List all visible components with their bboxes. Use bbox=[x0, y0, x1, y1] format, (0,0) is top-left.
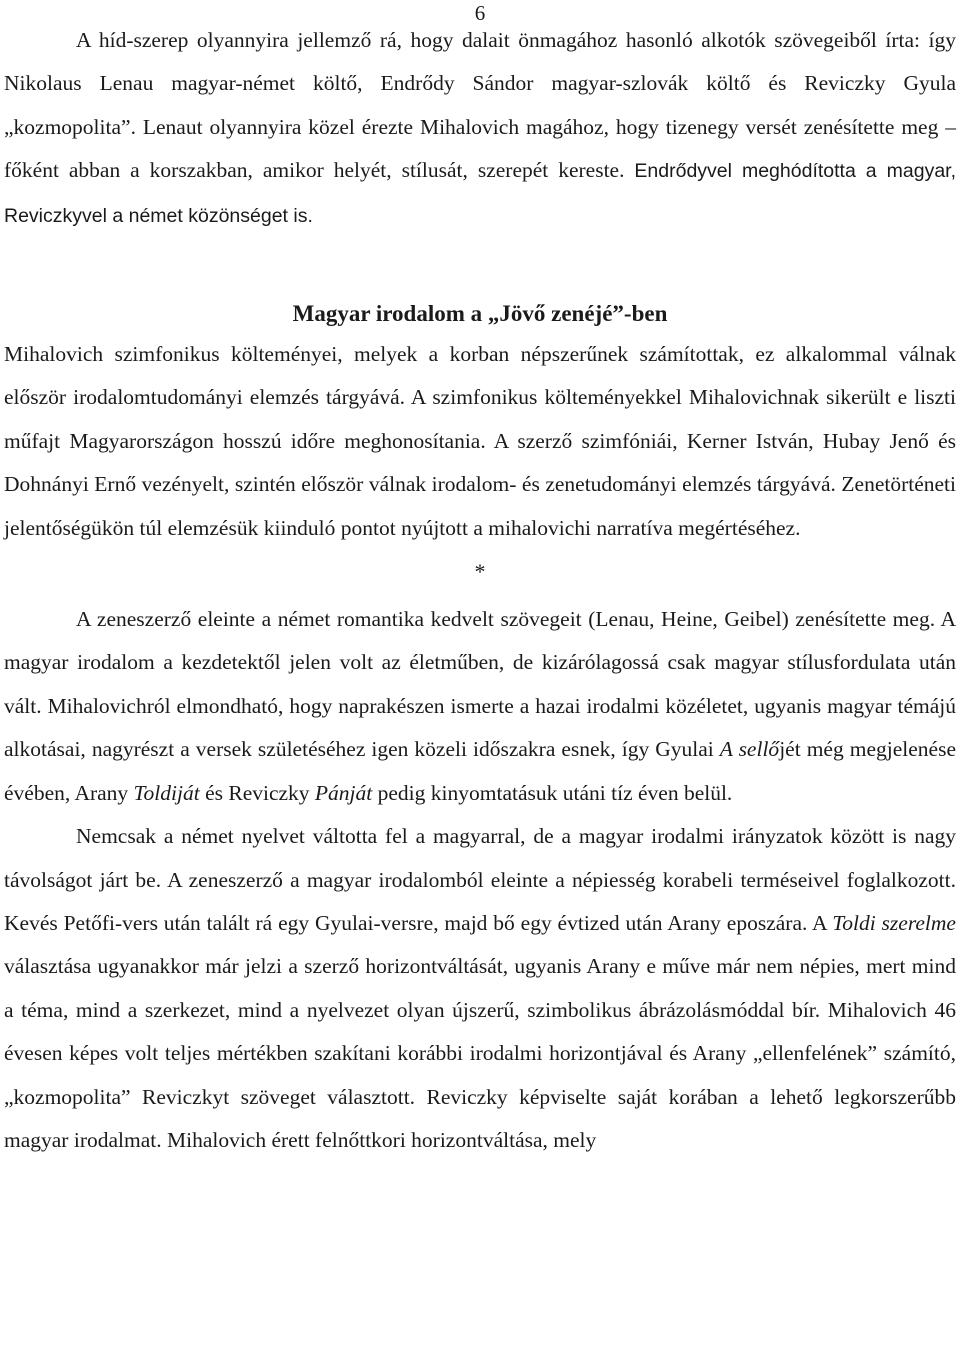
text-run: pedig kinyomtatásuk utáni tíz éven belül. bbox=[372, 780, 733, 805]
text-run: Nemcsak a német nyelvet váltotta fel a magyarral, de a magyar irodalmi irányzatok között is nagy távolságot járt be. A zeneszerző a magyar irodalomból eleinte a népiesség korabeli terméseivel foglalkozott. Kevés Petőfi-vers után talált rá egy Gyulai-versre, majd bő egy évtized után Arany eposzára. A bbox=[4, 824, 956, 935]
section-heading: Magyar irodalom a „Jövő zenéjé”-ben bbox=[292, 301, 668, 327]
italic-title-toldi-szerelme: Toldi szerelme bbox=[832, 910, 956, 935]
paragraph-literature-texts bbox=[4, 598, 956, 815]
italic-title-panjat: Pánját bbox=[314, 780, 373, 805]
paragraph-symphonic-works: Mihalovich szimfonikus költeményei, melyek a korban népszerűnek számítottak, ez alkalommal válnak először irodalomtudományi elemzés tárgyává. A szimfonikus költeményekkel Mihalovichnak sikerült e liszti műfajt Magyarországon hosszú időre meghonosítania. A szerző szimfóniái, Kerner István, Hubay Jenő és Dohnányi Ernő vezényelt, szintén először válnak irodalom- és zenetudományi elemzés tárgyává. Zenetörténeti jelentőségükön túl elemzésük kiinduló pontot nyújtott a mihalovichi narratíva megértéséhez. bbox=[4, 342, 956, 540]
paragraph-horizon-change bbox=[4, 815, 956, 1162]
italic-title-a-sello: A sellő bbox=[719, 737, 780, 762]
text-run: A zeneszerző eleinte a német romantika kedvelt szövegeit (Lenau, Heine, Geibel) zenésítette meg. A magyar irodalom a kezdetektől jelen volt az életműben, de kizárólagossá csak magyar stílusfordulata után vált. Mihalovichról elmondható, hogy naprakészen ismerte a hazai irodalmi közéletet, ugyanis magyar témájú alkotásai, nagyrészt a versek születéséhez igen közeli időszakra esnek, így Gyulai bbox=[4, 607, 956, 762]
text-run: választása ugyanakkor már jelzi a szerző horizontváltását, ugyanis Arany e műve már nem népies, mert mind a téma, mind a szerkezet, mind a nyelvezet olyan újszerű, szimbolikus ábrázolásmóddal bír. Mihalovich 46 évesen képes volt teljes mértékben szakítani korábbi irodalmi horizontjával és Arany „ellenfelének” számító, „kozmopolita” Reviczkyt szöveget választott. Reviczky képviselte saját korában a lehető legkorszerűbb magyar irodalmat. Mihalovich érett felnőttkori horizontváltása, mely bbox=[4, 954, 956, 1152]
italic-title-toldijat: Toldiját bbox=[133, 780, 200, 805]
text-run: és Reviczky bbox=[199, 780, 315, 805]
paragraph-intro-sentence-1: A híd-szerep olyannyira jellemző rá, hogy dalait önmagához hasonló alkotók szövegeiből írta: így Nikolaus Lenau magyar-német költő, Endrődy Sándor magyar-szlovák költő és Reviczky Gyula „kozmopolita”. bbox=[4, 28, 956, 139]
paragraph-intro-sentence-3: Endrődyvel meghódította a magyar, Reviczkyvel a német közönséget is. bbox=[4, 160, 956, 227]
paragraph-intro bbox=[4, 19, 956, 238]
page-number: 6 bbox=[474, 1, 486, 25]
section-separator: * bbox=[474, 559, 486, 585]
paragraph-intro-sentence-2: Lenaut olyannyira közel érezte Mihalovich magához, hogy tizenegy versét zenésítette meg – főként abban a korszakban, amikor helyét, stílusát, szerepét kereste. bbox=[4, 114, 957, 183]
text-run: jét még megjelenése évében, Arany bbox=[4, 737, 956, 805]
page-body bbox=[4, 19, 956, 1162]
